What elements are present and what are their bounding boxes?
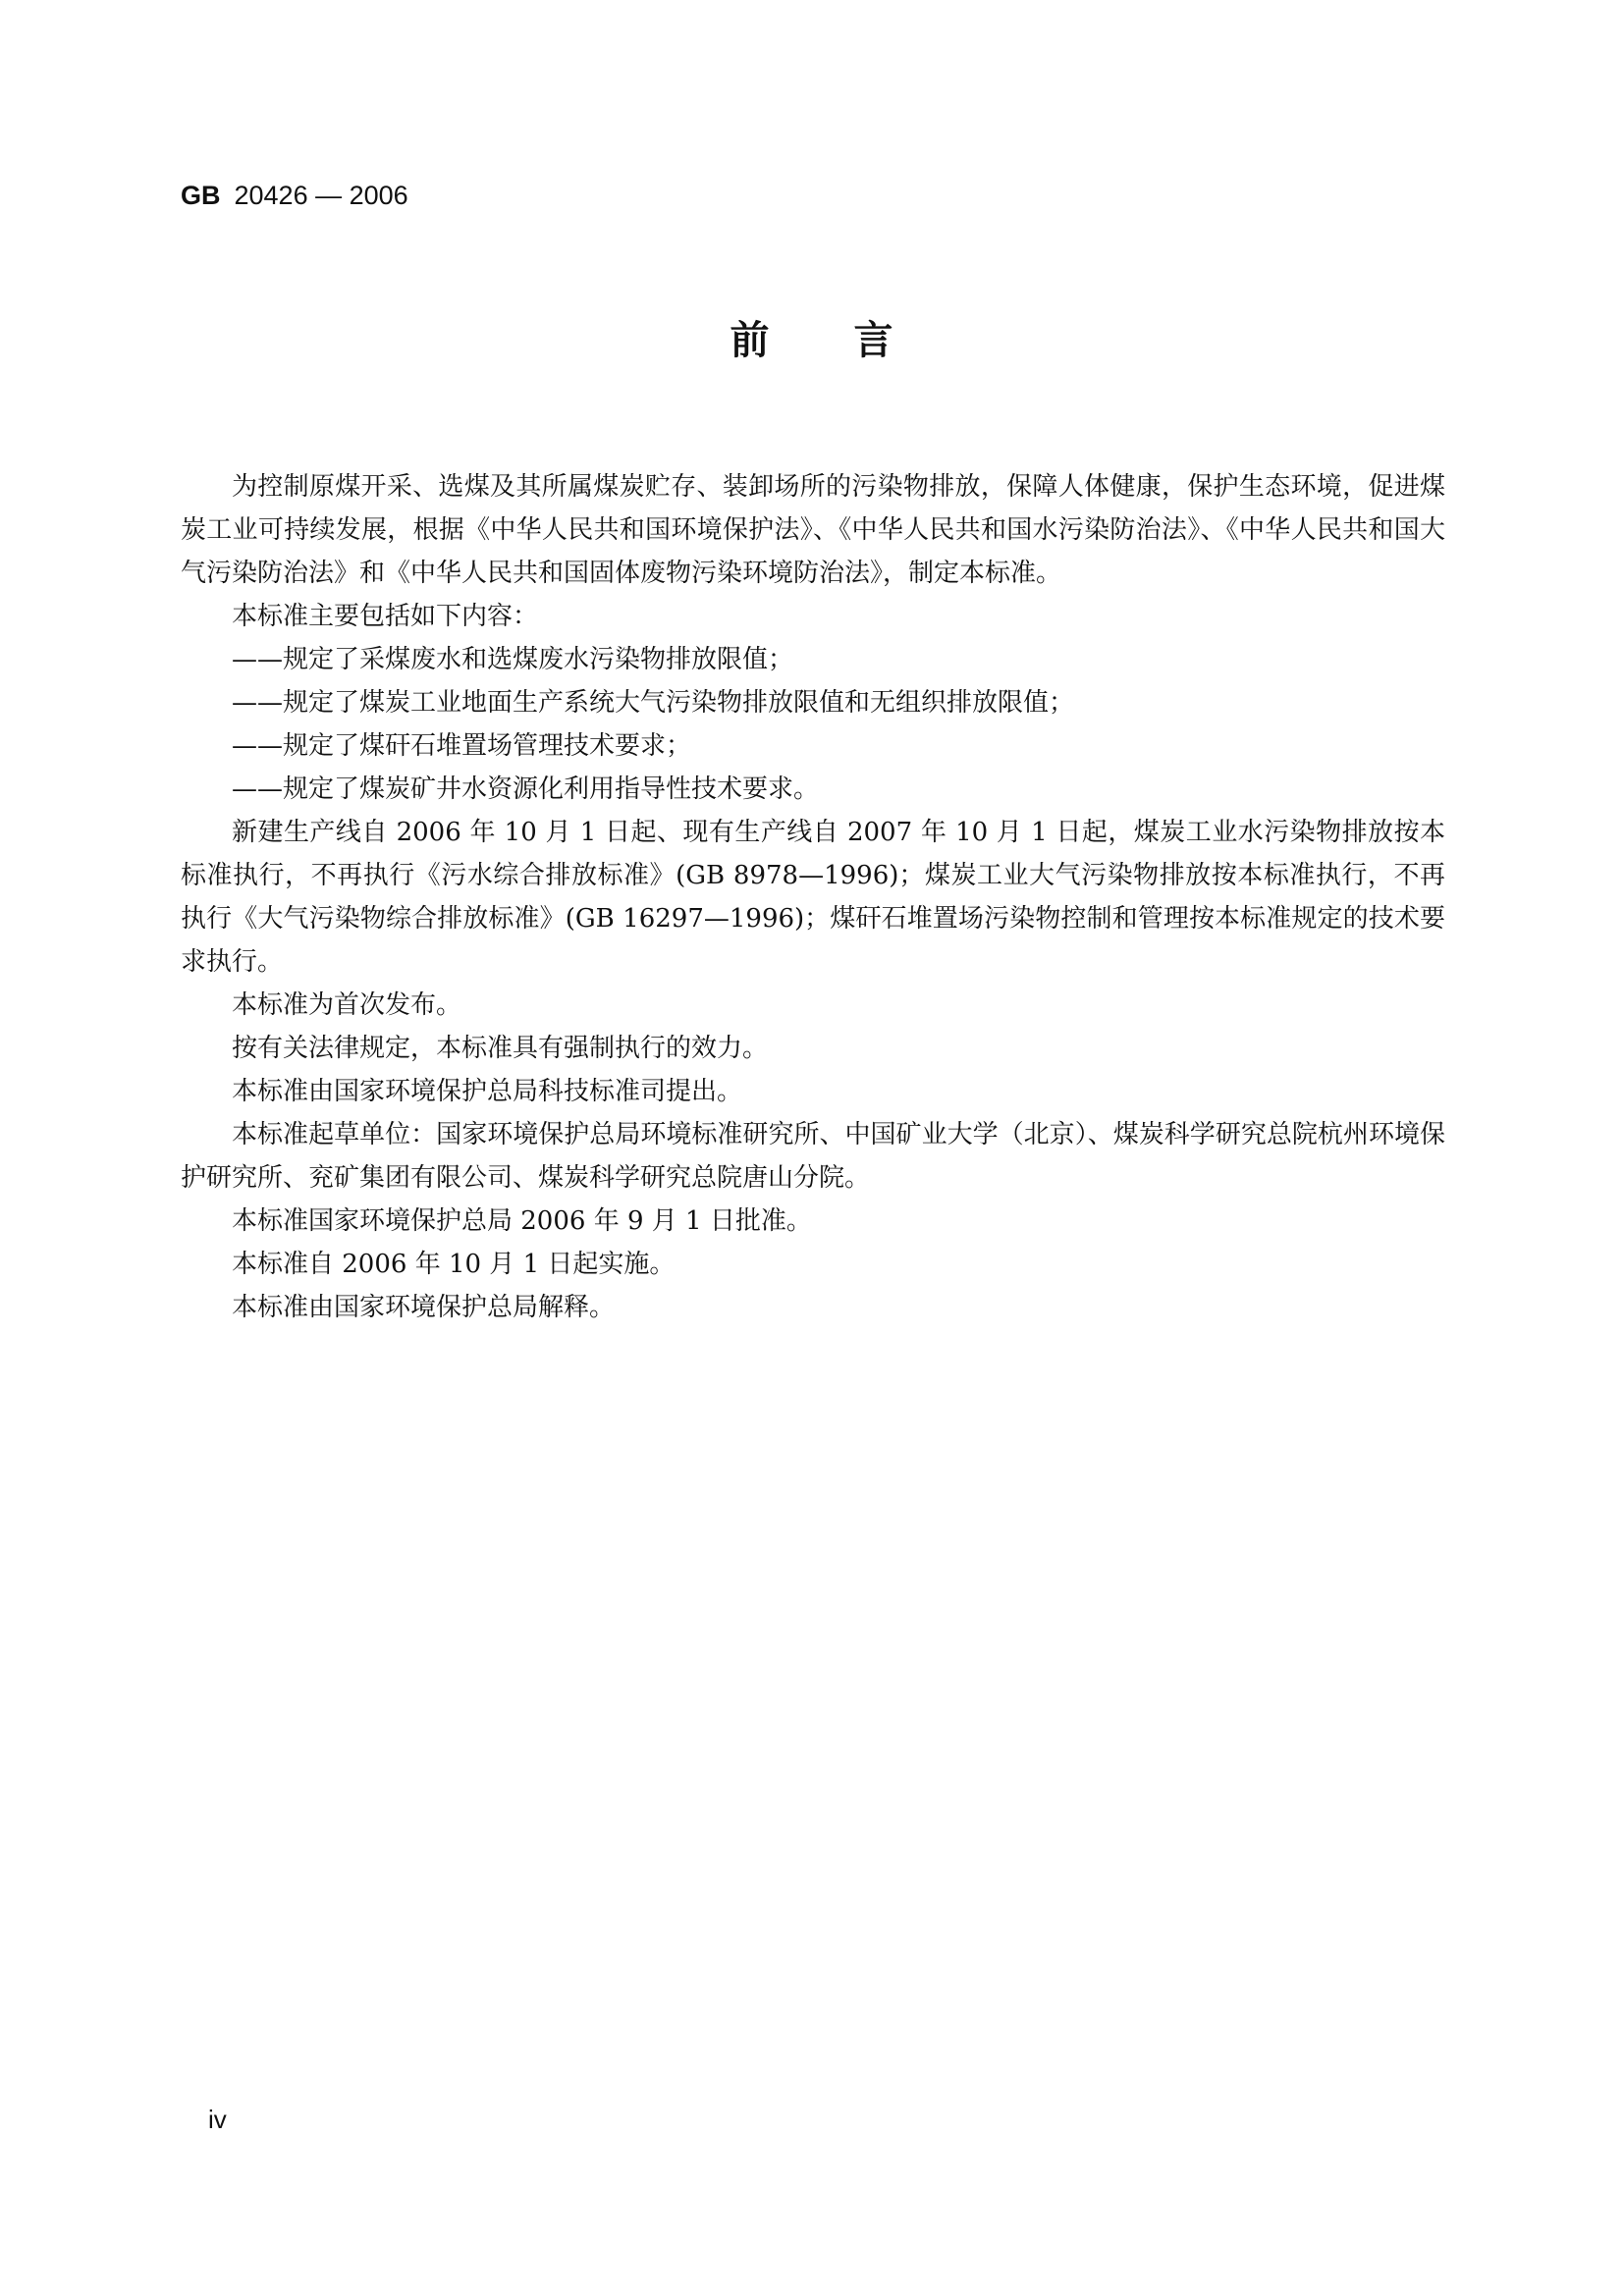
paragraph-proposer: 本标准由国家环境保护总局科技标准司提出。 (232, 1077, 743, 1106)
standard-number: 20426 — 2006 (234, 181, 408, 210)
page-number: iv (208, 2105, 227, 2134)
page-title: 前言 (730, 318, 978, 363)
document-header (181, 179, 408, 212)
list-item: ——规定了采煤废水和选煤废水污染物排放限值； (232, 645, 794, 674)
list-item: ——规定了煤炭矿井水资源化利用指导性技术要求。 (232, 774, 820, 804)
paragraph-mandatory: 按有关法律规定，本标准具有强制执行的效力。 (232, 1034, 769, 1063)
list-item: ——规定了煤矸石堆置场管理技术要求； (232, 731, 692, 761)
standard-code: GB (181, 181, 221, 210)
paragraph-effective-scope: 新建生产线自 2006 年 10 月 1 日起、现有生产线自 2007 年 10 月 1 日起，煤炭工业水污染物排放按本标准执行，不再执行《污水综合排放标准》(GB 8978—1996)；煤炭工业大气污染物排放按本标准执行，不再执行《大气污染物综合排放标准》(GB 16297—1996)；煤矸石堆置场污染物控制和管理按本标准规定的技术要求执行。 (181, 818, 1445, 977)
paragraph-first-release: 本标准为首次发布。 (232, 990, 462, 1020)
paragraph-interpretation: 本标准由国家环境保护总局解释。 (232, 1293, 616, 1322)
paragraph-purpose: 为控制原煤开采、选煤及其所属煤炭贮存、装卸场所的污染物排放，保障人体健康，保护生态环境，促进煤炭工业可持续发展，根据《中华人民共和国环境保护法》、《中华人民共和国水污染防治法》、《中华人民共和国大气污染防治法》和《中华人民共和国固体废物污染环境防治法》，制定本标准。 (181, 472, 1445, 588)
paragraph-contents-intro: 本标准主要包括如下内容： (232, 602, 539, 631)
paragraph-implementation: 本标准自 2006 年 10 月 1 日起实施。 (232, 1250, 676, 1279)
paragraph-drafters: 本标准起草单位：国家环境保护总局环境标准研究所、中国矿业大学（北京）、煤炭科学研究总院杭州环境保护研究所、兖矿集团有限公司、煤炭科学研究总院唐山分院。 (181, 1120, 1445, 1193)
paragraph-approval: 本标准国家环境保护总局 2006 年 9 月 1 日批准。 (232, 1206, 812, 1236)
list-item: ——规定了煤炭工业地面生产系统大气污染物排放限值和无组织排放限值； (232, 688, 1075, 718)
foreword-body (181, 465, 1445, 1329)
